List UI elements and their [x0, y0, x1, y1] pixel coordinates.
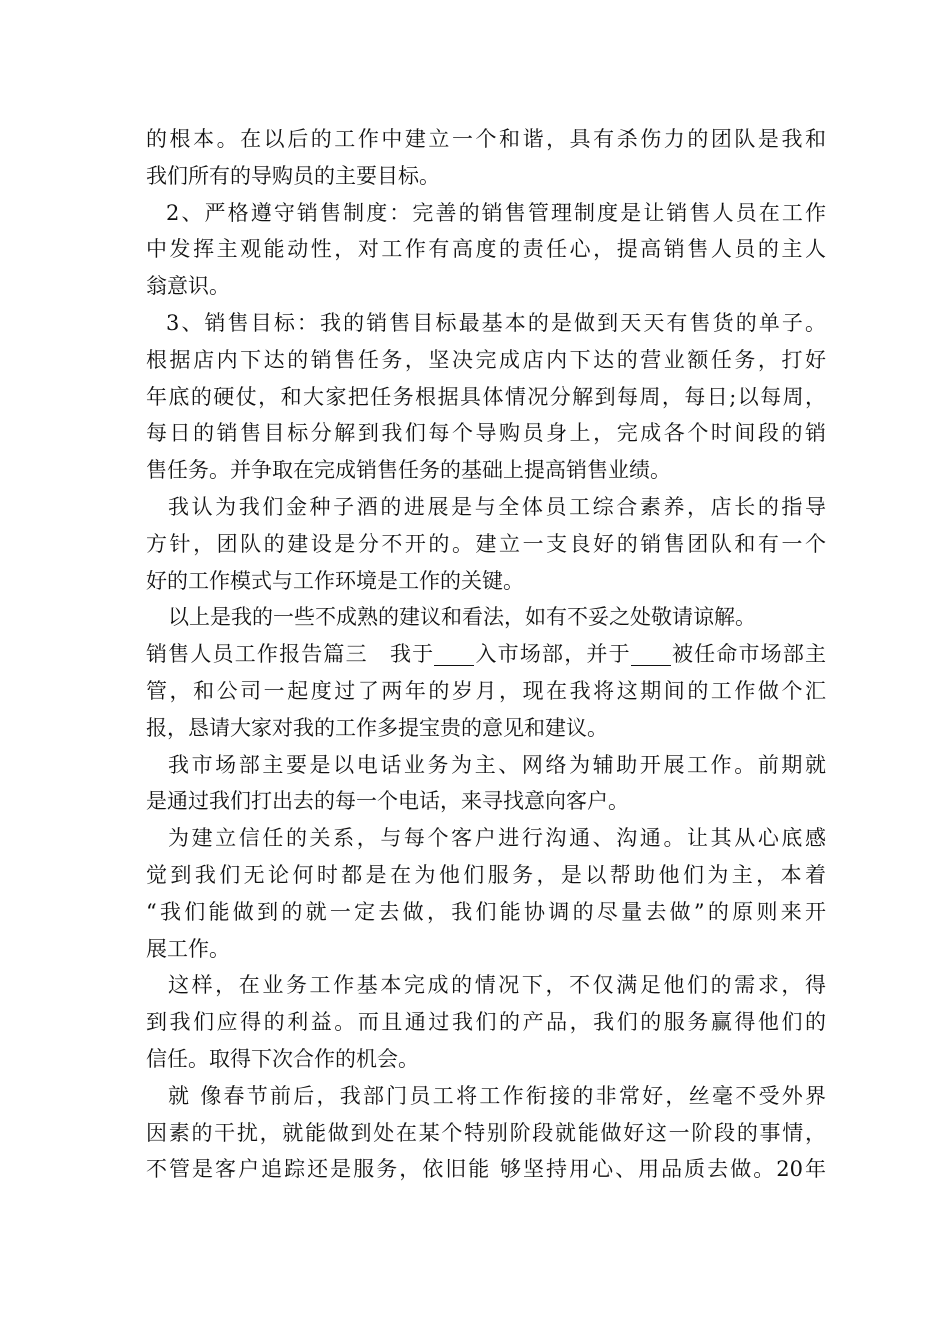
text-line: 觉到我们无论何时都是在为他们服务，是以帮助他们为主，本着 — [146, 862, 826, 887]
text-line: 年底的硬仗，和大家把任务根据具体情况分解到每周，每日;以每周， — [146, 384, 826, 409]
paragraph — [146, 489, 826, 599]
text-line: 我们所有的导购员的主要目标。 — [146, 163, 440, 188]
text-line: 的根本。在以后的工作中建立一个和谐，具有杀伤力的团队是我和 — [146, 127, 826, 151]
text-fragment: 入市场部，并于 — [474, 642, 631, 667]
paragraph — [146, 636, 826, 746]
text-line — [146, 636, 826, 673]
text-line: 就 像春节前后，我部门员工将工作衔接的非常好，丝毫不受外界 — [168, 1083, 826, 1108]
paragraph — [146, 195, 826, 305]
text-line: 好的工作模式与工作环境是工作的关键。 — [146, 568, 524, 593]
text-line: 因素的干扰，就能做到处在某个特别阶段就能做好这一阶段的事情， — [146, 1120, 826, 1145]
text-line: 展工作。 — [146, 936, 230, 961]
text-line: 到我们应得的利益。而且通过我们的产品，我们的服务赢得他们的 — [146, 1010, 826, 1035]
text-fragment: 被任命市场部主 — [670, 642, 827, 667]
section-heading: 销售人员工作报告篇三 我于 — [146, 642, 435, 667]
paragraph — [146, 747, 826, 821]
text-line: 根据店内下达的销售任务，坚决完成店内下达的营业额任务，打好 — [146, 347, 826, 372]
paragraph — [146, 967, 826, 1077]
text-line: 管，和公司一起度过了两年的岁月，现在我将这期间的工作做个汇 — [146, 678, 826, 703]
text-line: 3、销售目标：我的销售目标最基本的是做到天天有售货的单子。 — [166, 310, 826, 335]
blank-field — [631, 643, 671, 666]
paragraph — [146, 1078, 826, 1188]
text-line: 2、严格遵守销售制度：完善的销售管理制度是让销售人员在工作 — [166, 200, 826, 225]
paragraph — [146, 305, 826, 489]
blank-field — [434, 643, 474, 666]
text-line: 是通过我们打出去的每一个电话，来寻找意向客户。 — [146, 789, 629, 814]
text-line: 我认为我们金种子酒的进展是与全体员工综合素养，店长的指导 — [168, 494, 826, 519]
text-line: 每日的销售目标分解到我们每个导购员身上，完成各个时间段的销 — [146, 421, 826, 446]
paragraph — [146, 599, 826, 636]
paragraph — [146, 820, 826, 967]
text-line: 以上是我的一些不成熟的建议和看法，如有不妥之处敬请谅解。 — [168, 605, 756, 630]
text-line: 为建立信任的关系，与每个客户进行沟通、沟通。让其从心底感 — [168, 826, 826, 851]
text-line: 方针，团队的建设是分不开的。建立一支良好的销售团队和有一个 — [146, 531, 826, 556]
text-line: “我们能做到的就一定去做，我们能协调的尽量去做”的原则来开 — [146, 899, 826, 924]
text-line: 报，恳请大家对我的工作多提宝贵的意见和建议。 — [146, 715, 608, 740]
text-line: 我市场部主要是以电话业务为主、网络为辅助开展工作。前期就 — [168, 752, 826, 777]
text-line: 不管是客户追踪还是服务，依旧能 够坚持用心、用品质去做。20年 — [146, 1157, 826, 1182]
document-body — [146, 121, 826, 1188]
text-line: 这样，在业务工作基本完成的情况下，不仅满足他们的需求，得 — [168, 973, 826, 998]
text-line: 中发挥主观能动性，对工作有高度的责任心，提高销售人员的主人 — [146, 237, 826, 262]
text-line: 翁意识。 — [146, 274, 230, 299]
text-line: 售任务。并争取在完成销售任务的基础上提高销售业绩。 — [146, 458, 671, 483]
text-line: 信任。取得下次合作的机会。 — [146, 1046, 419, 1071]
paragraph — [146, 121, 826, 195]
